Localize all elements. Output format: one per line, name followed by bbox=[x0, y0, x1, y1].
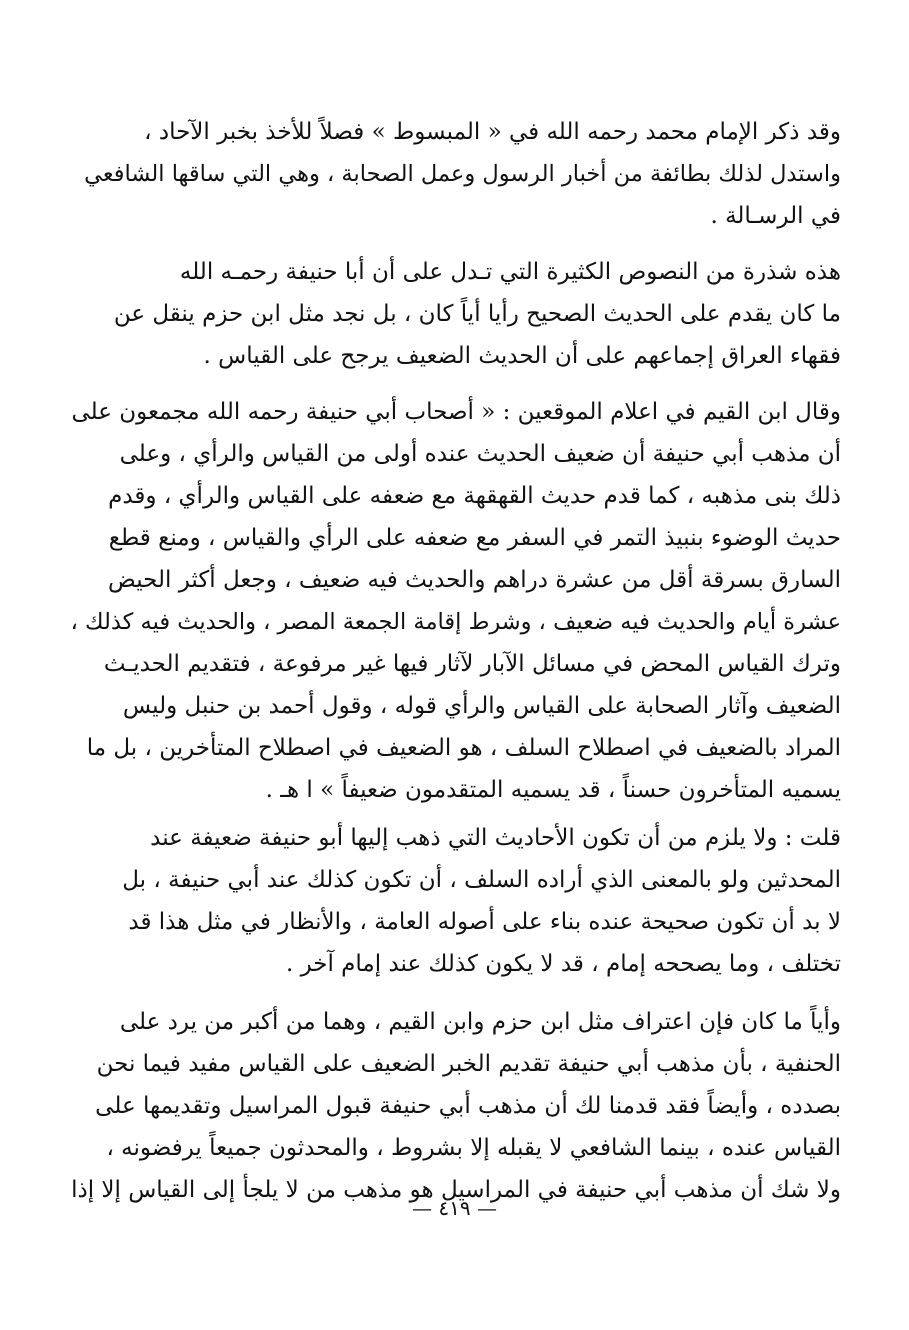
text-line: ذلك بنى مذهبه ، كما قدم حديث القهقهة مع ضعفه على القياس والرأي ، وقدم bbox=[108, 483, 841, 509]
text-line: قلت : ولا يلزم من أن تكون الأحاديث التي ذهب إليها أبو حنيفة ضعيفة عند bbox=[150, 825, 841, 851]
paragraph-1 bbox=[68, 111, 841, 237]
text-line: وقد ذكر الإمام محمد رحمه الله في « المبسوط » فصلاً للأخذ بخبر الآحاد ، bbox=[144, 119, 841, 145]
text-line: ما كان يقدم على الحديث الصحيح رأيا أياً كان ، بل نجد مثل ابن حزم ينقل عن bbox=[113, 301, 841, 327]
text-line: أن مذهب أبي حنيفة أن ضعيف الحديث عنده أولى من القياس والرأي ، وعلى bbox=[119, 441, 841, 467]
text-line: المراد بالضعيف في اصطلاح السلف ، هو الضعيف في اصطلاح المتأخرين ، بل ما bbox=[86, 735, 841, 761]
text-line: ولا شك أن مذهب أبي حنيفة في المراسيل هو مذهب من لا يلجأ إلى القياس إلا إذا bbox=[71, 1177, 841, 1203]
text-line: عشرة أيام والحديث فيه ضعيف ، وشرط إقامة الجمعة المصر ، والحديث فيه كذلك ، bbox=[70, 609, 841, 635]
paragraph-2 bbox=[68, 251, 841, 377]
paragraph-5 bbox=[68, 1001, 841, 1211]
text-line: واستدل لذلك بطائفة من أخبار الرسول وعمل الصحابة ، وهي التي ساقها الشافعي bbox=[84, 161, 841, 187]
text-line: الحنفية ، بأن مذهب أبي حنيفة تقديم الخبر الضعيف على القياس مفيد فيما نحن bbox=[96, 1051, 841, 1077]
text-line: السارق بسرقة أقل من عشرة دراهم والحديث فيه ضعيف ، وجعل أكثر الحيض bbox=[108, 567, 841, 593]
text-line: هذه شذرة من النصوص الكثيرة التي تـدل على أن أبا حنيفة رحمـه الله bbox=[179, 259, 841, 285]
text-line: يسميه المتأخرون حسناً ، قد يسميه المتقدمون ضعيفاً » ا هـ . bbox=[265, 777, 841, 803]
text-line: الضعيف وآثار الصحابة على القياس والرأي قوله ، وقول أحمد بن حنبل وليس bbox=[122, 693, 841, 719]
paragraph-4 bbox=[68, 817, 841, 985]
page-number: — ٤١٩ — bbox=[412, 1196, 497, 1220]
text-line: بصدده ، وأيضاً فقد قدمنا لك أن مذهب أبي حنيفة قبول المراسيل وتقديمها على bbox=[95, 1093, 841, 1119]
text-line: وترك القياس المحض في مسائل الآبار لآثار فيها غير مرفوعة ، فتقديم الحديـث bbox=[103, 651, 841, 677]
text-line: لا بد أن تكون صحيحة عنده بناء على أصوله العامة ، والأنظار في مثل هذا قد bbox=[128, 909, 841, 935]
document-page bbox=[68, 103, 841, 1211]
paragraph-3 bbox=[68, 391, 841, 811]
text-line: تختلف ، وما يصححه إمام ، قد لا يكون كذلك عند إمام آخر . bbox=[285, 951, 841, 977]
text-line: وقال ابن القيم في اعلام الموقعين : « أصحاب أبي حنيفة رحمه الله مجمعون على bbox=[71, 399, 841, 425]
text-line: القياس عنده ، بينما الشافعي لا يقبله إلا بشروط ، والمحدثون جميعاً يرفضونه ، bbox=[106, 1135, 841, 1161]
text-line: حديث الوضوء بنبيذ التمر في السفر مع ضعفه على الرأي والقياس ، ومنع قطع bbox=[108, 525, 841, 551]
text-line: المحدثين ولو بالمعنى الذي أراده السلف ، أن تكون كذلك عند أبي حنيفة ، بل bbox=[122, 867, 841, 893]
text-line: فقهاء العراق إجماعهم على أن الحديث الضعيف يرجح على القياس . bbox=[203, 343, 841, 369]
text-line: في الرسـالة . bbox=[710, 203, 841, 229]
text-line: وأياً ما كان فإن اعتراف مثل ابن حزم وابن القيم ، وهما من أكبر من يرد على bbox=[119, 1009, 841, 1035]
